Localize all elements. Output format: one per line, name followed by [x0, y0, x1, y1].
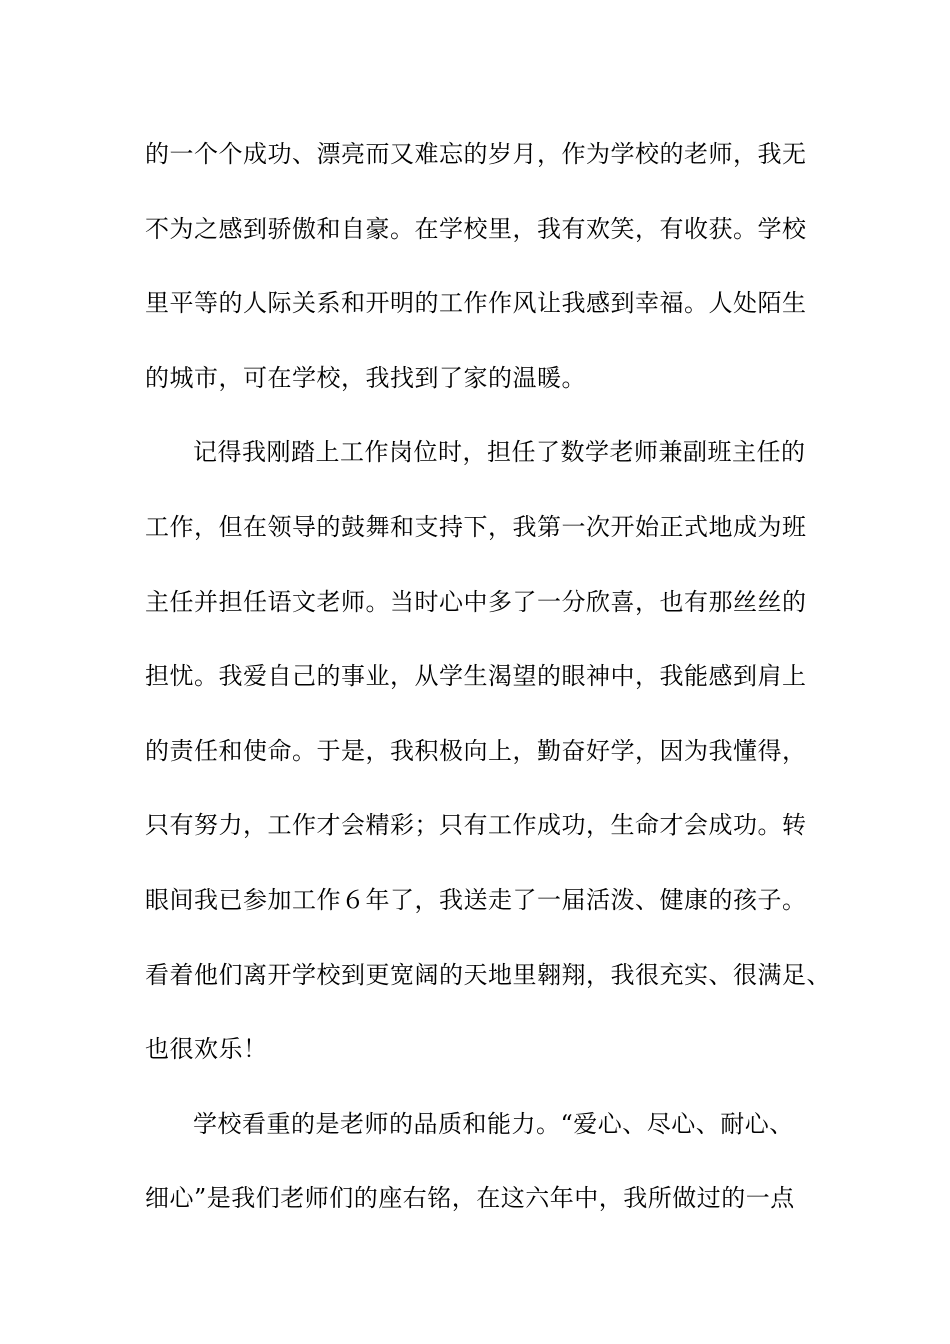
- text-line: 也很欢乐！: [145, 1035, 268, 1064]
- paragraph-first-line: 记得我刚踏上工作岗位时，担任了数学老师兼副班主任的: [193, 438, 806, 467]
- text-line: 眼间我已参加工作６年了，我送走了一届活泼、健康的孩子。: [145, 885, 807, 914]
- text-line: 的责任和使命。于是，我积极向上，勤奋好学，因为我懂得，: [145, 736, 807, 765]
- text-line: 看着他们离开学校到更宽阔的天地里翱翔，我很充实、很满足、: [145, 960, 831, 989]
- text-line: 主任并担任语文老师。当时心中多了一分欣喜，也有那丝丝的: [145, 587, 807, 616]
- body-text: [145, 129, 845, 1248]
- text-line: 细心”是我们老师们的座右铭，在这六年中，我所做过的一点: [145, 1184, 795, 1213]
- text-line: 的城市，可在学校，我找到了家的温暖。: [145, 363, 586, 392]
- text-line: 工作，但在领导的鼓舞和支持下，我第一次开始正式地成为班: [145, 512, 807, 541]
- paragraph-first-line: 学校看重的是老师的品质和能力。“爱心、尽心、耐心、: [193, 1109, 794, 1138]
- text-line: 只有努力，工作才会精彩；只有工作成功，生命才会成功。转: [145, 811, 807, 840]
- text-line: 不为之感到骄傲和自豪。在学校里，我有欢笑，有收获。学校: [145, 214, 807, 243]
- text-line: 里平等的人际关系和开明的工作作风让我感到幸福。人处陌生: [145, 289, 807, 318]
- text-line: 的一个个成功、漂亮而又难忘的岁月，作为学校的老师，我无: [145, 140, 807, 168]
- text-line: 担忧。我爱自己的事业，从学生渴望的眼神中，我能感到肩上: [145, 662, 807, 691]
